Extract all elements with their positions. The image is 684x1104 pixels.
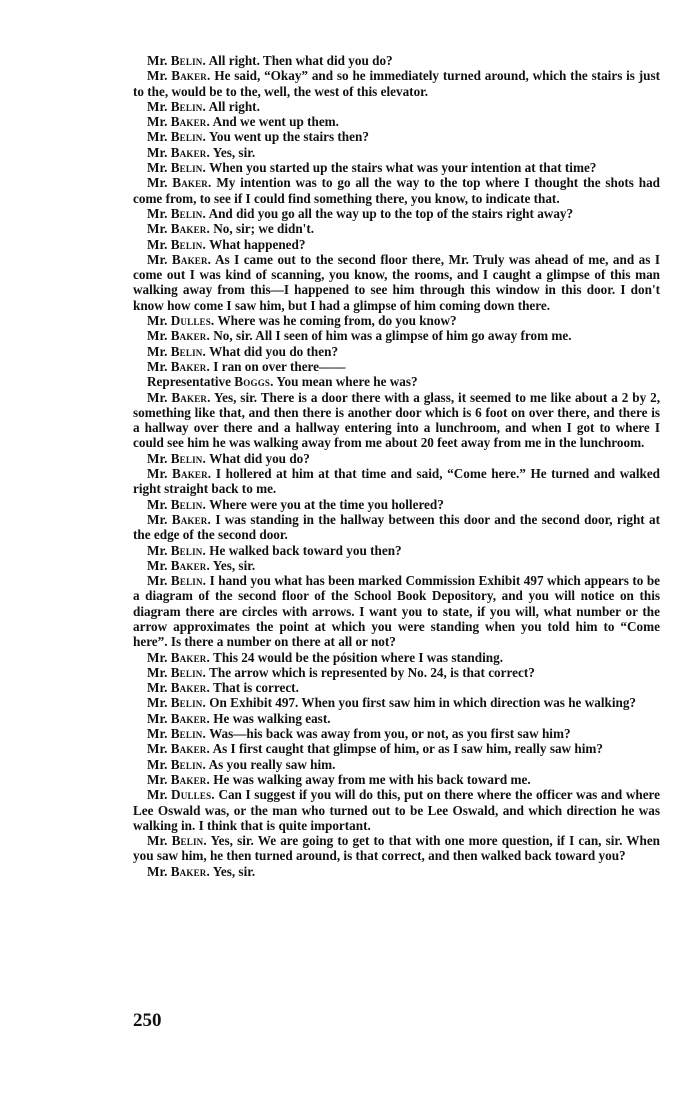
- speaker-title: Mr.: [147, 114, 168, 130]
- speaker-name: Baker.: [170, 741, 210, 757]
- speech-text: I hand you what has been marked Commission Exhibit 497 which appears to be a diagram of the second floor of the School Book Depository, and you will notice on this diagram there are circles with arrows. I want you to state, if you will, what number or the arrow approximates the point at which you were standing when you told him to “Come here”. Is there a number on there at all or not?: [133, 573, 661, 650]
- testimony-paragraph: [133, 175, 660, 206]
- testimony-paragraph: [133, 374, 660, 389]
- testimony-paragraph: [133, 221, 660, 236]
- speaker-title: Mr.: [147, 389, 168, 405]
- testimony-paragraph: [133, 328, 660, 343]
- speech-text: He walked back toward you then?: [209, 542, 402, 558]
- speaker-name: Belin.: [170, 664, 206, 680]
- testimony-paragraph: [133, 695, 660, 710]
- speaker-title: Mr.: [147, 98, 168, 114]
- speaker-name: Baker.: [170, 144, 210, 160]
- speaker-name: Baker.: [170, 114, 210, 130]
- speaker-name: Belin.: [170, 726, 206, 742]
- speaker-name: Belin.: [170, 160, 206, 176]
- speech-text: I ran on over there——: [213, 358, 346, 374]
- testimony-paragraph: [133, 741, 660, 756]
- speaker-title: Mr.: [147, 863, 168, 879]
- speaker-name: Belin.: [171, 833, 207, 849]
- speech-text: Yes, sir. We are going to get to that with one more question, if I can, sir. When you saw him, he then turned around, is that correct, and then walked back toward you?: [133, 833, 661, 864]
- speaker-title: Mr.: [147, 160, 168, 176]
- testimony-paragraph: [133, 726, 660, 741]
- speaker-title: Mr.: [147, 771, 168, 787]
- speaker-name: Baker.: [170, 771, 210, 787]
- testimony-paragraph: [133, 99, 660, 114]
- speech-text: Was—his back was away from you, or not, as you first saw him?: [209, 726, 571, 742]
- speech-text: No, sir. All I seen of him was a glimpse of him go away from me.: [213, 328, 572, 344]
- speech-text: You mean where he was?: [276, 374, 418, 390]
- testimony-paragraph: [133, 252, 660, 313]
- speaker-name: Baker.: [172, 466, 212, 482]
- testimony-paragraph: [133, 558, 660, 573]
- speaker-title: Mr.: [147, 511, 168, 527]
- speech-text: Where was he coming from, do you know?: [217, 313, 457, 329]
- speaker-title: Mr.: [147, 53, 168, 68]
- speech-text: The arrow which is represented by No. 24, is that correct?: [209, 664, 535, 680]
- speech-text: I hollered at him at that time and said, “Come here.” He turned and walked right straight back to me.: [133, 466, 661, 497]
- speaker-title: Mr.: [147, 129, 168, 145]
- speaker-title: Mr.: [147, 221, 168, 237]
- speaker-name: Boggs.: [234, 374, 274, 390]
- speech-text: He was walking east.: [213, 710, 331, 726]
- speaker-title: Mr.: [147, 710, 168, 726]
- speaker-name: Baker.: [171, 389, 211, 405]
- speaker-title: Mr.: [147, 680, 168, 696]
- speaker-title: Mr.: [147, 573, 168, 589]
- speech-text: All right. Then what did you do?: [208, 53, 393, 68]
- testimony-paragraph: [133, 53, 660, 68]
- speaker-title: Mr.: [147, 649, 168, 665]
- page-number: 250: [133, 1010, 162, 1031]
- testimony-paragraph: [133, 466, 660, 497]
- speech-text: What did you do then?: [209, 343, 339, 359]
- speaker-name: Belin.: [170, 573, 207, 589]
- testimony-paragraph: [133, 390, 660, 451]
- testimony-paragraph: [133, 160, 660, 175]
- testimony-paragraph: [133, 680, 660, 695]
- speech-text: As I came out to the second floor there, Mr. Truly was ahead of me, and as I come out I was kind of scanning, you know, the rooms, and I caught a glimpse of this man walking away from this—I happened to see him through this window in this door. I don't know how come I saw him, but I had a glimpse of him coming down there.: [133, 251, 660, 313]
- speech-text: Yes, sir. There is a door there with a glass, it seemed to me like about a 2 by 2, something like that, and then there is another door which is 6 foot on over there, and there is a hallway over there and a hallway entering into a lunchroom, and when I got to where I could see him he was walking away from me about 20 feet away from me in the lunchroom.: [133, 389, 660, 451]
- testimony-paragraph: [133, 543, 660, 558]
- speaker-title: Mr.: [147, 726, 168, 742]
- speaker-name: Baker.: [170, 680, 210, 696]
- speech-text: When you started up the stairs what was your intention at that time?: [209, 160, 597, 176]
- speaker-title: Mr.: [147, 695, 168, 711]
- speaker-title: Mr.: [147, 236, 168, 252]
- speaker-name: Baker.: [170, 221, 210, 237]
- speaker-name: Baker.: [170, 710, 210, 726]
- speaker-title: Mr.: [147, 144, 168, 160]
- testimony-paragraph: [133, 129, 660, 144]
- testimony-paragraph: [133, 359, 660, 374]
- speaker-title: Mr.: [147, 450, 168, 466]
- speaker-name: Dulles.: [170, 313, 215, 329]
- speaker-name: Baker.: [171, 251, 212, 267]
- testimony-paragraph: [133, 145, 660, 160]
- speaker-name: Baker.: [171, 68, 211, 84]
- testimony-paragraph: [133, 451, 660, 466]
- testimony-paragraph: [133, 313, 660, 328]
- speech-text: Yes, sir.: [212, 863, 256, 879]
- speech-text: All right.: [208, 98, 260, 114]
- speaker-title: Mr.: [147, 756, 168, 772]
- speaker-name: Belin.: [170, 129, 206, 145]
- speaker-title: Mr.: [147, 664, 168, 680]
- speaker-title: Mr.: [147, 205, 168, 221]
- testimony-paragraph: [133, 787, 660, 833]
- speaker-name: Belin.: [170, 343, 206, 359]
- speaker-name: Baker.: [170, 358, 210, 374]
- speaker-title: Mr.: [147, 328, 168, 344]
- speech-text: My intention was to go all the way to the top where I thought the shots had come from, to see if I could find something there, you know, to indicate that.: [133, 175, 661, 206]
- testimony-paragraph: [133, 512, 660, 543]
- speech-text: That is correct.: [213, 680, 299, 696]
- speaker-title: Mr.: [147, 741, 168, 757]
- speaker-name: Belin.: [170, 756, 206, 772]
- speaker-name: Belin.: [170, 695, 206, 711]
- testimony-paragraph: [133, 114, 660, 129]
- speech-text: Yes, sir.: [212, 557, 256, 573]
- speaker-title: Mr.: [147, 68, 168, 84]
- testimony-paragraph: [133, 833, 660, 864]
- testimony-paragraph: [133, 772, 660, 787]
- speaker-name: Baker.: [170, 649, 210, 665]
- speaker-name: Baker.: [170, 863, 210, 879]
- speaker-name: Baker.: [171, 511, 211, 527]
- testimony-paragraph: [133, 864, 660, 879]
- testimony-paragraph: [133, 757, 660, 772]
- speaker-name: Belin.: [170, 496, 206, 512]
- testimony-paragraph: [133, 711, 660, 726]
- speech-text: I was standing in the hallway between this door and the second door, right at the edge of the second door.: [133, 511, 660, 543]
- speaker-name: Belin.: [170, 98, 206, 114]
- testimony-paragraph: [133, 573, 660, 649]
- speech-text: You went up the stairs then?: [208, 129, 369, 145]
- testimony-paragraph: [133, 650, 660, 665]
- speech-text: He said, “Okay” and so he immediately turned around, which the stairs is just to the, would be to the, well, the west of this elevator.: [133, 68, 660, 99]
- speech-text: As I first caught that glimpse of him, or as I saw him, really saw him?: [212, 741, 603, 757]
- testimony-paragraph: [133, 237, 660, 252]
- speaker-name: Baker.: [170, 557, 210, 573]
- speaker-name: Belin.: [170, 542, 206, 558]
- speech-text: He was walking away from me with his back toward me.: [213, 771, 531, 787]
- speaker-title: Mr.: [147, 251, 168, 267]
- speech-text: And did you go all the way up to the top of the stairs right away?: [208, 205, 574, 221]
- speaker-title: Mr.: [147, 833, 168, 849]
- speaker-title: Mr.: [147, 557, 168, 573]
- speaker-title: Mr.: [147, 358, 168, 374]
- testimony-paragraph: [133, 344, 660, 359]
- speech-text: As you really saw him.: [208, 756, 336, 772]
- speaker-title: Mr.: [147, 542, 168, 558]
- speaker-title: Mr.: [147, 787, 168, 803]
- speech-text: Can I suggest if you will do this, put on there where the officer was and where Lee Oswald was, or the man who turned out to be Lee Oswald, and which direction he was walking in. I think that is quite important.: [133, 787, 661, 833]
- speaker-name: Baker.: [172, 175, 212, 191]
- speech-text: And we went up them.: [212, 114, 339, 130]
- speaker-name: Belin.: [170, 205, 206, 221]
- speaker-title: Mr.: [147, 313, 168, 329]
- speech-text: No, sir; we didn't.: [213, 221, 315, 237]
- speaker-name: Belin.: [170, 53, 206, 68]
- speaker-title: Mr.: [147, 175, 168, 191]
- speech-text: On Exhibit 497. When you first saw him in which direction was he walking?: [209, 695, 637, 711]
- speech-text: Where were you at the time you hollered?: [209, 496, 444, 512]
- speaker-title: Mr.: [147, 496, 168, 512]
- testimony-paragraph: [133, 206, 660, 221]
- speaker-title: Mr.: [147, 466, 168, 482]
- speech-text: Yes, sir.: [212, 144, 256, 160]
- speaker-title: Mr.: [147, 343, 168, 359]
- speaker-name: Belin.: [170, 236, 206, 252]
- speaker-title: Representative: [147, 374, 231, 390]
- speaker-name: Belin.: [170, 450, 206, 466]
- speech-text: What did you do?: [209, 450, 310, 466]
- testimony-paragraph: [133, 68, 660, 99]
- speech-text: What happened?: [209, 236, 306, 252]
- testimony-paragraph: [133, 665, 660, 680]
- testimony-paragraph: [133, 497, 660, 512]
- speech-text: This 24 would be the pósition where I was standing.: [213, 649, 503, 665]
- speaker-name: Baker.: [170, 328, 210, 344]
- transcript-body: [133, 53, 660, 879]
- speaker-name: Dulles.: [171, 787, 215, 803]
